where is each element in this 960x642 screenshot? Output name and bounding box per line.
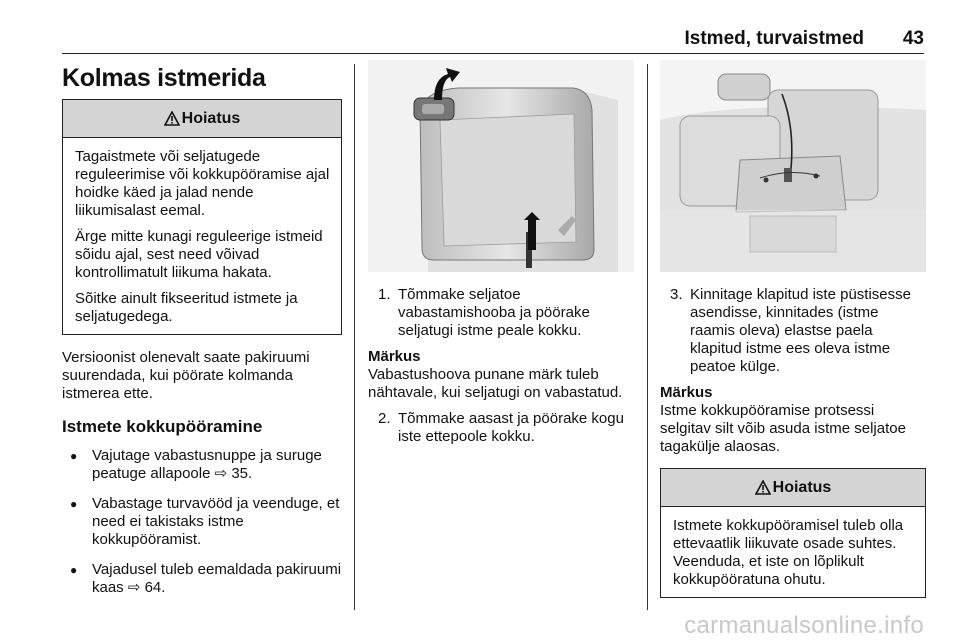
note-text: Istme kokkupööramise protsessi selgitav silt võib asuda istme seljatoe tagakülje alaosas. — [660, 402, 906, 455]
page-header — [62, 26, 924, 54]
bullet-list — [62, 447, 342, 597]
note-title: Märkus — [368, 348, 421, 365]
warning-box — [660, 468, 926, 598]
warning-paragraph: Istmete kokkupööramisel tuleb olla ettevaatlik liikuvate osade suhtes. Veenduda, et iste on lõplikult kokkupööratuna ohutu. — [673, 517, 904, 588]
list-item — [660, 286, 926, 376]
warning-box — [62, 99, 342, 335]
column-left — [62, 60, 342, 609]
column-divider — [354, 64, 355, 610]
step-number: 1. — [378, 286, 391, 303]
step-list — [660, 286, 926, 376]
step-number: 2. — [378, 410, 391, 427]
folded-seat-illustration — [660, 60, 926, 272]
step-list — [368, 410, 634, 446]
list-item: ● Vabastage turvavööd ja veenduge, et need ei takistaks istme kokkupööramist. — [62, 495, 342, 549]
note-text: Vabastushoova punane märk tuleb nähtavale, kui seljatugi on vabastatud. — [368, 366, 623, 401]
list-item — [368, 286, 634, 340]
list-item: ● Vajadusel tuleb eemaldada pakiruumi kaas ⇨ 64. — [62, 561, 342, 597]
intro-paragraph: Versioonist olenevalt saate pakiruumi suurendada, kui pöörate kolmanda istmerea ette. — [62, 349, 310, 402]
step-text: Tõmmake aasast ja pöörake kogu iste ettepoole kokku. — [398, 410, 624, 445]
warning-triangle-icon — [755, 480, 771, 495]
column-right — [660, 60, 926, 598]
list-item — [368, 410, 634, 446]
step-number: 3. — [670, 286, 683, 303]
header-title: Istmed, turvaistmed — [684, 28, 864, 49]
note-title: Märkus — [660, 384, 713, 401]
column-divider — [647, 64, 648, 610]
subsection-title: Istmete kokkupööramine — [62, 417, 263, 436]
warning-label: Hoiatus — [772, 478, 832, 496]
list-item: ● Vajutage vabastusnuppe ja suruge peatuge allapoole ⇨ 35. — [62, 447, 342, 483]
step-text: Tõmmake seljatoe vabastamishooba ja pöörake seljatugi istme peale kokku. — [398, 286, 590, 339]
warning-paragraph: Tagaistmete või seljatugede reguleerimise või kokkupööramise ajal hoidke käed ja jalad nende liikumisalast eemal. — [75, 148, 330, 219]
warning-header — [63, 100, 341, 138]
watermark: carmanualsonline.info — [684, 612, 924, 639]
step-list — [368, 286, 634, 340]
warning-paragraph: Sõitke ainult fikseeritud istmete ja seljatugedega. — [75, 290, 298, 325]
warning-paragraph: Ärge mitte kunagi reguleerige istmeid sõidu ajal, sest need võivad kontrollimatult liikuma hakata. — [75, 228, 323, 281]
section-title: Kolmas istmerida — [62, 64, 266, 92]
seat-backrest-illustration — [368, 60, 634, 272]
page-number: 43 — [902, 28, 924, 49]
column-middle — [368, 60, 634, 454]
step-text: Kinnitage klapitud iste püstisesse asendisse, kinnitades (istme raamis oleva) elastse paela klapitud istme ees oleva istme peatoe külge. — [690, 286, 911, 375]
warning-body — [661, 507, 925, 597]
warning-triangle-icon — [164, 111, 180, 126]
warning-header — [661, 469, 925, 507]
warning-body — [63, 138, 341, 334]
warning-label: Hoiatus — [181, 109, 241, 127]
